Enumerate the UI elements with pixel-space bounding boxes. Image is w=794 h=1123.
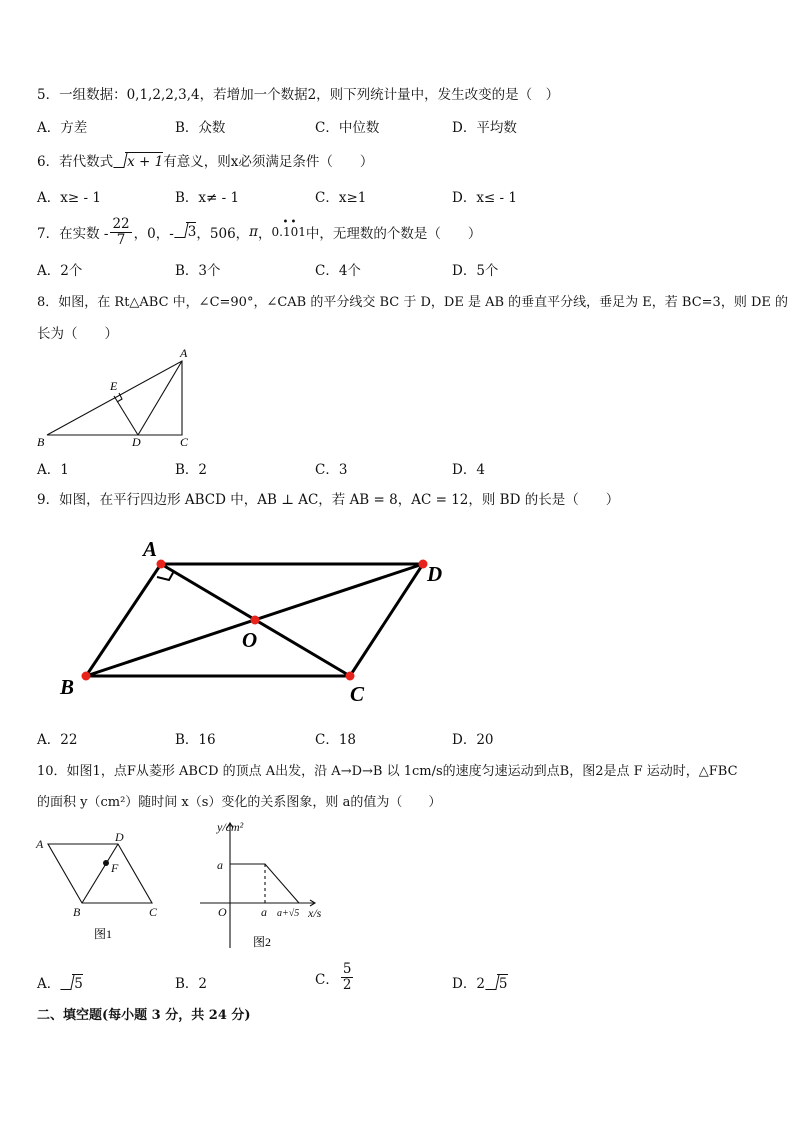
- q7-repeat-dots: ••: [282, 217, 299, 228]
- q9-option-d[interactable]: D．20: [452, 732, 494, 748]
- q10-option-c[interactable]: C． $\frac{5}{2}$: [315, 961, 352, 993]
- q7-stem-c: ，506，: [196, 226, 250, 242]
- q9-options: [37, 728, 757, 748]
- q5-option-a[interactable]: A．方差: [37, 120, 88, 136]
- q8-label-d: D: [132, 435, 141, 449]
- q6-option-b[interactable]: B．x≠ - 1: [175, 190, 240, 206]
- q8-label-e: E: [110, 379, 118, 393]
- q7-option-c[interactable]: C．4个: [315, 263, 361, 279]
- q9-label-d: D: [427, 562, 443, 586]
- q7-option-a[interactable]: A．2个: [37, 263, 83, 279]
- q8-stem-line2: 长为（ ）: [37, 326, 118, 342]
- q6-stem: [37, 150, 373, 170]
- q6-options: [37, 186, 757, 206]
- q6-sqrt: x + 1: [113, 154, 163, 170]
- q5-stem: 5．一组数据：0,1,2,2,3,4，若增加一个数据2，则下列统计量中，发生改变的是（ ）: [37, 87, 560, 103]
- q8-triangle-outline: [47, 361, 182, 435]
- q10-point-f: [103, 860, 109, 866]
- q10-y-a-label: a: [217, 858, 223, 872]
- q7-stem-b: ，0，-: [133, 226, 174, 242]
- q9-option-b[interactable]: B．16: [175, 732, 216, 748]
- q8-label-a: A: [180, 346, 188, 360]
- q10-y-axis-label: y/cm²: [217, 820, 244, 834]
- q10-stem-line1: 10．如图1，点F从菱形 ABCD 的顶点 A出发，沿 A→D→B 以 1cm/s的速度匀速运动到点B，图2是点 F 运动时，△FBC: [37, 764, 738, 779]
- q10-option-d-sqrt: 5: [485, 976, 508, 992]
- q8-option-a[interactable]: A．1: [37, 462, 69, 478]
- q9-option-c[interactable]: C．18: [315, 732, 357, 748]
- q6-option-c[interactable]: C．x≥1: [315, 190, 367, 206]
- q10-fig2-caption: 图2: [253, 935, 272, 949]
- q6-stem-a: 6．若代数式: [37, 154, 114, 170]
- q10-option-c-frac: $\frac{5}{2}$: [342, 961, 352, 993]
- q8-label-b: B: [37, 435, 45, 449]
- q10-option-b[interactable]: B．2: [175, 976, 208, 992]
- q10-options: [37, 962, 757, 1002]
- q10-option-d[interactable]: D．2 5: [452, 976, 508, 992]
- q7-stem-d: ，: [258, 226, 272, 242]
- q10-x-a-label: a: [261, 905, 267, 919]
- q9-option-a[interactable]: A．22: [37, 732, 78, 748]
- q7-stem-a: 7．在实数 -: [37, 226, 109, 242]
- q7-option-b[interactable]: B．3个: [175, 263, 221, 279]
- q5-option-c[interactable]: C．中位数: [315, 120, 380, 136]
- q10-fig1-caption: 图1: [94, 927, 113, 941]
- q7-stem-e: 中，无理数的个数是（ ）: [305, 226, 482, 242]
- q10-fig1-label-f: F: [111, 861, 119, 875]
- q7-pi: π: [249, 224, 259, 240]
- q10-x-axis-label: x/s: [308, 906, 322, 920]
- q9-point-c: [346, 672, 355, 681]
- q10-option-a[interactable]: A． 5: [37, 976, 83, 992]
- q9-label-c: C: [350, 682, 365, 706]
- q10-fig1-label-d: D: [115, 830, 124, 844]
- q6-option-a[interactable]: A．x≥ - 1: [37, 190, 101, 206]
- q7-repeating-decimal: •• 0.101: [271, 217, 306, 239]
- q9-point-b: [82, 672, 91, 681]
- q9-parallelogram-figure: [55, 535, 455, 710]
- q7-stem: [37, 212, 481, 252]
- q8-segment-ad: [138, 361, 182, 435]
- q8-option-b[interactable]: B．2: [175, 462, 208, 478]
- section2-title: 二、填空题(每小题 3 分，共 24 分): [37, 1008, 251, 1023]
- q9-right-angle-mark: [157, 571, 174, 580]
- q7-frac-num: 22: [112, 215, 130, 232]
- q7-option-d[interactable]: D．5个: [452, 263, 499, 279]
- q9-stem: 9．如图，在平行四边形 ABCD 中，AB ⊥ AC，若 AB = 8，AC = 12，则 BD 的长是（ ）: [37, 492, 620, 508]
- q8-option-d[interactable]: D．4: [452, 462, 485, 478]
- q6-stem-b: 有意义，则x必须满足条件（ ）: [163, 154, 374, 170]
- q10-option-a-sqrt: 5: [60, 976, 83, 992]
- q6-option-d[interactable]: D．x≤ - 1: [452, 190, 517, 206]
- q10-a-plus-label: a+√5: [277, 908, 300, 919]
- q8-options: [37, 458, 757, 478]
- q7-sqrt: 3: [174, 224, 197, 240]
- q10-fig1-rhombus: [30, 825, 175, 945]
- q10-origin-label: O: [218, 905, 227, 919]
- q8-stem-line1: 8．如图，在 Rt△ABC 中，∠C=90°，∠CAB 的平分线交 BC 于 D，DE 是 AB 的垂直平分线，垂足为 E，若 BC=3，则 DE 的: [37, 295, 789, 310]
- q7-frac-den: 7: [116, 231, 126, 248]
- q7-options: [37, 259, 757, 279]
- q10-stem-line2: 的面积 y（cm²）随时间 x（s）变化的关系图象，则 a的值为（ ）: [37, 795, 442, 810]
- q8-option-c[interactable]: C．3: [315, 462, 348, 478]
- q9-label-a: A: [143, 537, 158, 561]
- q8-label-c: C: [180, 435, 189, 449]
- q7-fraction: [110, 217, 131, 248]
- q5-options: [37, 116, 757, 136]
- q9-point-o: [251, 616, 260, 625]
- q5-option-b[interactable]: B．众数: [175, 120, 226, 136]
- q10-fig1-label-c: C: [149, 905, 158, 919]
- q8-triangle-figure: [30, 345, 210, 450]
- q9-label-b: B: [60, 675, 75, 699]
- q5-option-d[interactable]: D．平均数: [452, 120, 517, 136]
- q10-fig2-graph: [195, 815, 335, 955]
- q9-point-a: [157, 560, 166, 569]
- q9-label-o: O: [242, 628, 258, 652]
- q10-fig1-label-b: B: [73, 905, 81, 919]
- q10-fig1-label-a: A: [36, 837, 44, 851]
